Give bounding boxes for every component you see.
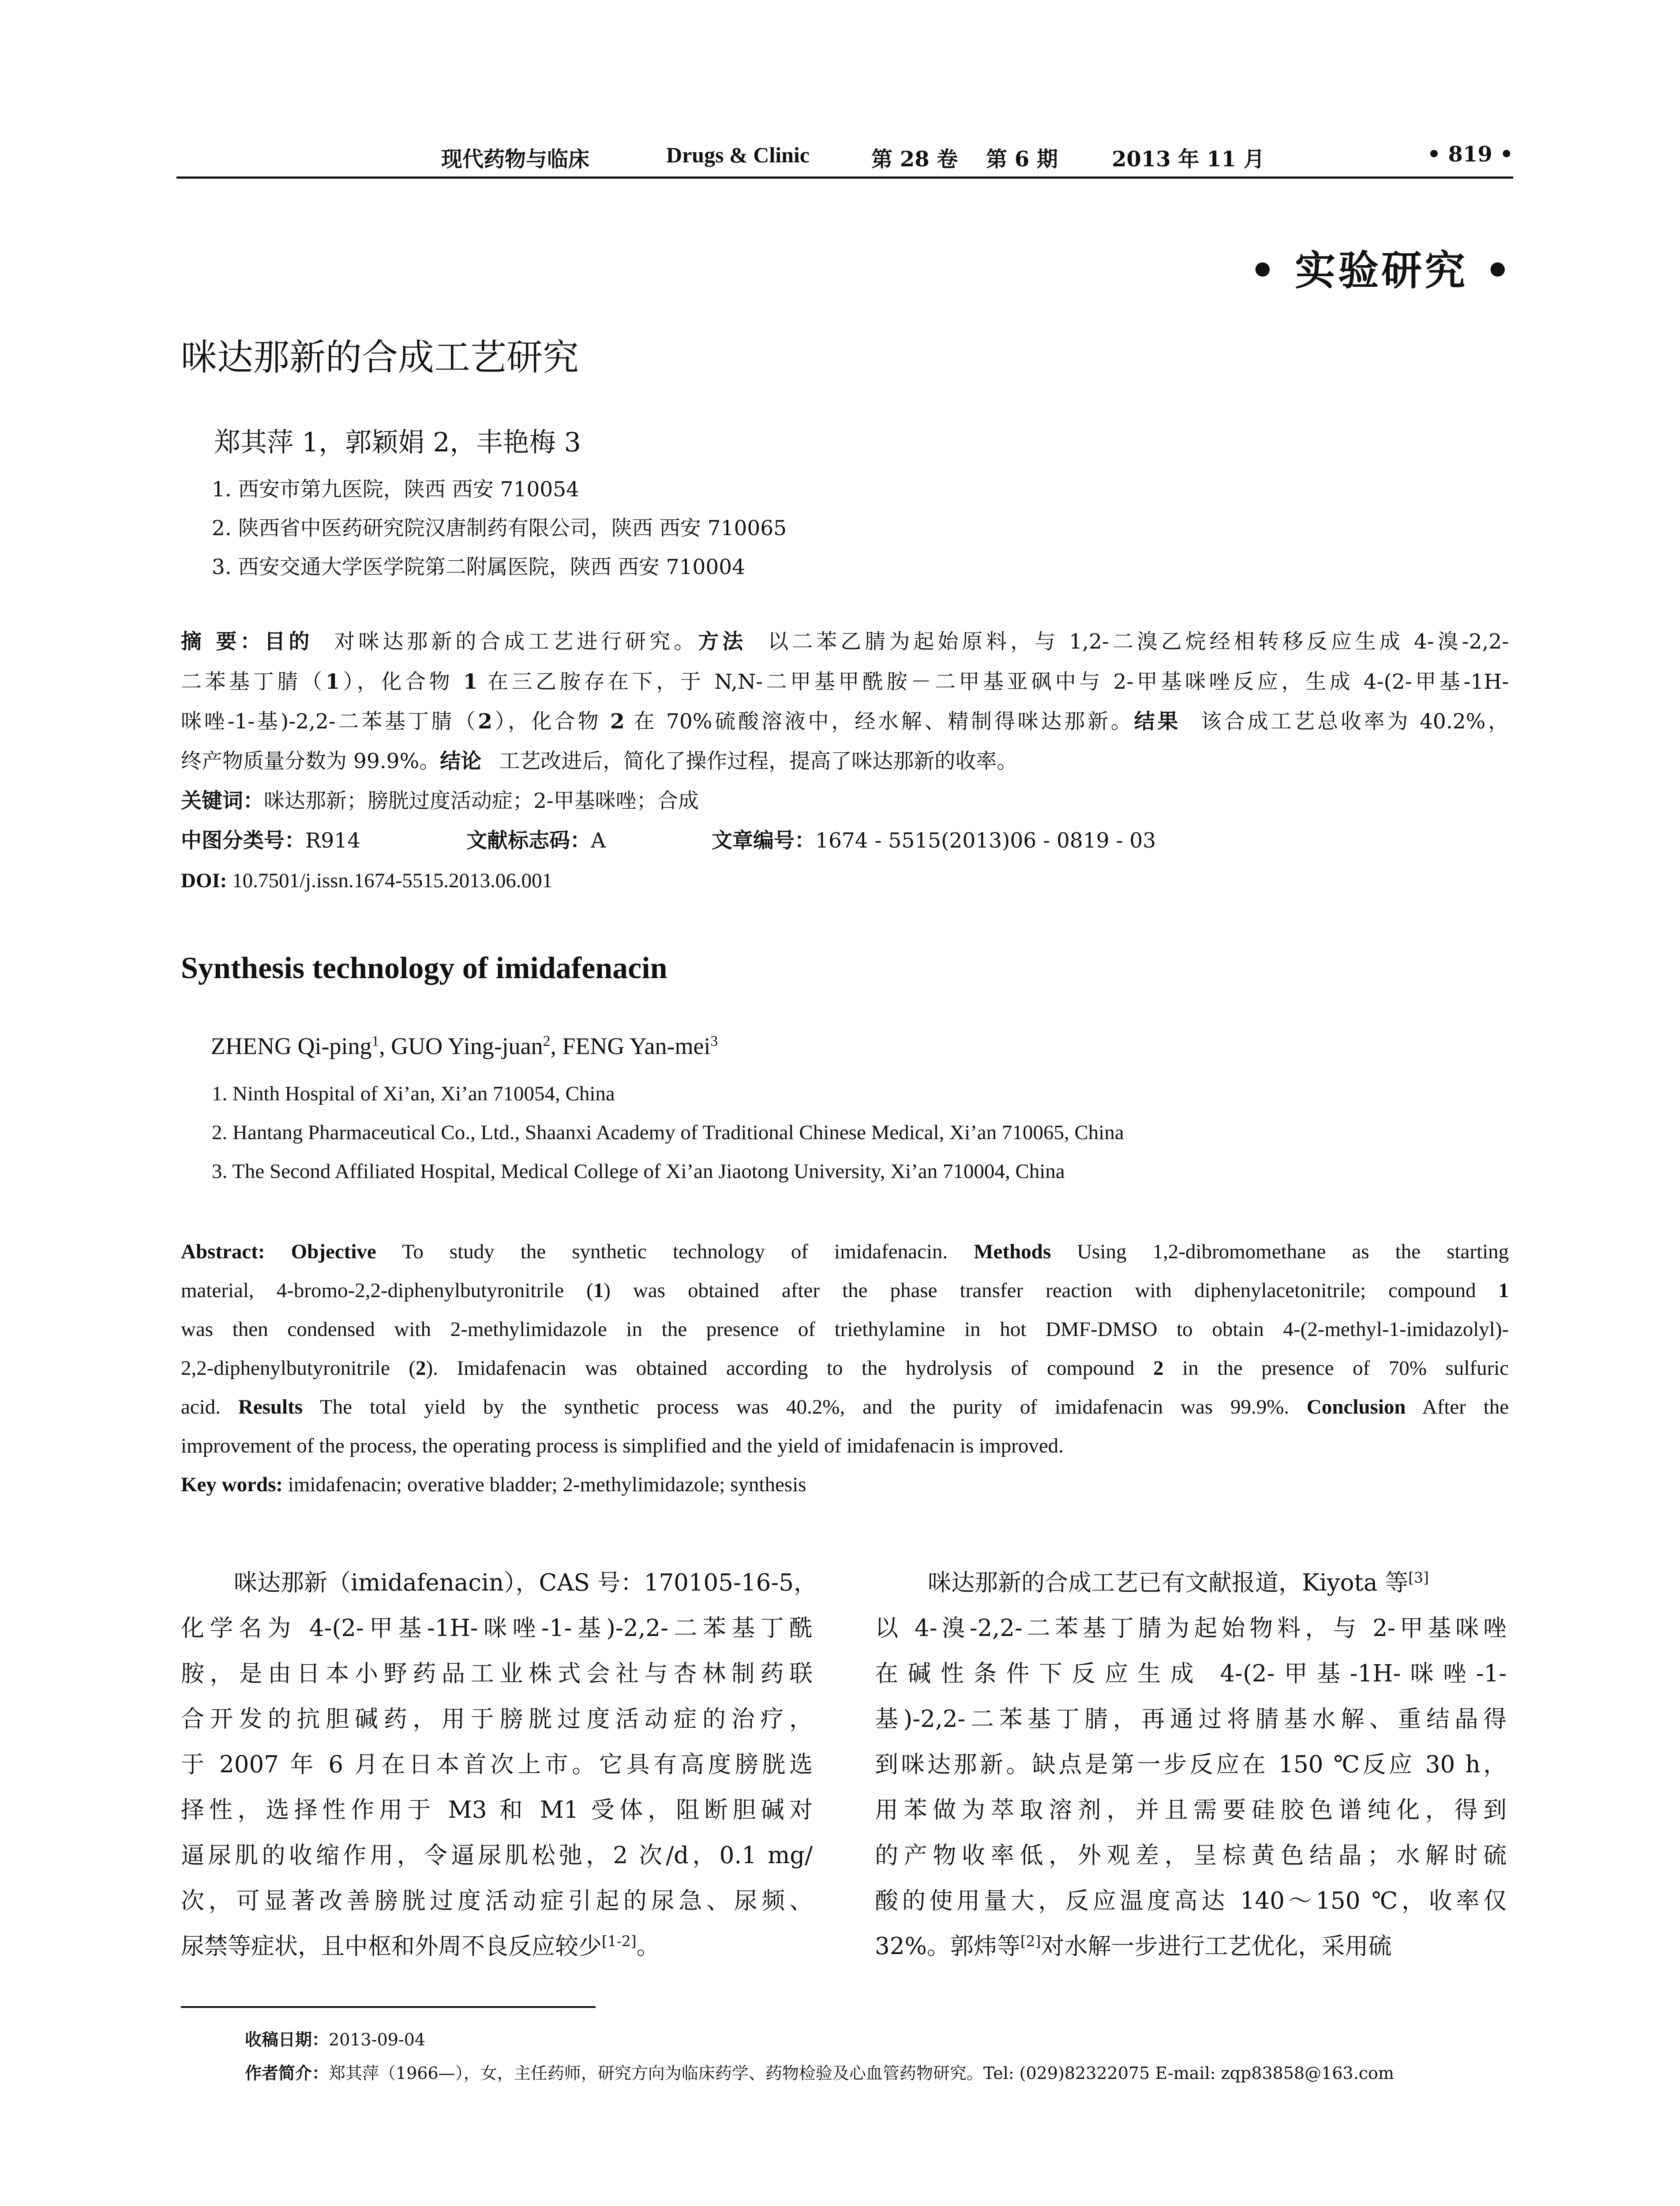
classification-line: 中图分类号：R914 文献标志码：A 文章编号：1674 - 5515(2013)06 - 0819 - 03 (181, 829, 1156, 853)
abstract-cn-line-4: 终产物质量分数为 99.9%。结论 工艺改进后，简化了操作过程，提高了咪达那新的收率。 (181, 749, 1018, 773)
abstract-en-line-4: 2,2-diphenylbutyronitrile (2). Imidafenacin was obtained according to the hydrolysis of compound 2 in the presence of 70% sulfuric (181, 1357, 1509, 1380)
keywords-cn-text: 咪达那新；膀胱过度活动症；2-甲基咪唑；合成 (264, 789, 699, 813)
citation-ref[interactable]: [3] (1408, 1568, 1429, 1586)
keywords-en-label: Key words: (181, 1473, 283, 1496)
abstract-cn-line-3: 咪唑-1-基)-2,2-二苯基丁腈（2），化合物 2 在 70%硫酸溶液中，经水解、精制得咪达那新。结果 该合成工艺总收率为 40.2%， (181, 709, 1509, 734)
body-right-line-3: 在碱性条件下反应生成 4-(2-甲基-1H-咪唑-1- (875, 1660, 1507, 1687)
keywords-en (181, 1473, 806, 1497)
authors-en: ZHENG Qi-ping$^1$, GUO Ying-juan$^2$, FENG Yan-mei$^3$ (211, 1033, 718, 1059)
issue: 第 6 期 (986, 147, 1058, 172)
affiliation-cn-2: 2. 陕西省中医药研究院汉唐制药有限公司，陕西 西安 710065 (212, 516, 787, 540)
body-right-line-9: 32%。郭炜等[2]对水解一步进行工艺优化，采用硫 (875, 1932, 1392, 1960)
page-number: • 819 • (1427, 142, 1513, 167)
affiliation-cn-3: 3. 西安交通大学医学院第二附属医院，陕西 西安 710004 (212, 555, 746, 579)
body-left-line-7: 逼尿肌的收缩作用，令逼尿肌松弛，2 次/d，0.1 mg/ (181, 1842, 813, 1869)
methods-label-cn: 方法 (698, 630, 747, 654)
keywords-cn (181, 788, 1509, 814)
authors-cn: 郑其萍 1，郭颖娟 2，丰艳梅 3 (214, 427, 581, 458)
body-left-line-2: 化学名为 4-(2-甲基-1H-咪唑-1-基)-2,2-二苯基丁酰 (181, 1615, 813, 1642)
results-label-en: Results (238, 1396, 303, 1418)
header-rule (176, 176, 1513, 179)
body-left-line-4: 合开发的抗胆碱药，用于膀胱过度活动症的治疗， (181, 1706, 813, 1733)
body-right-line-6: 用苯做为萃取溶剂，并且需要硅胶色谱纯化，得到 (875, 1797, 1507, 1823)
body-right-line-1: 咪达那新的合成工艺已有文献报道，Kiyota 等[3] (928, 1568, 1429, 1596)
abstract-en-line-6: improvement of the process, the operating process is simplified and the yield of imidafenacin is improved. (181, 1434, 1064, 1457)
abstract-cn-line-1: 摘 要：目的 对咪达那新的合成工艺进行研究。方法 以二苯乙腈为起始原料，与 1,2-二溴乙烷经相转移反应生成 4-溴-2,2- (181, 630, 1509, 654)
received-date: 2013-09-04 (329, 2030, 426, 2049)
affiliation-en-1: 1. Ninth Hospital of Xi’an, Xi’an 710054, China (212, 1082, 615, 1105)
objective-label: Objective (291, 1240, 376, 1263)
affiliation-en-2: 2. Hantang Pharmaceutical Co., Ltd., Shaanxi Academy of Traditional Chinese Medical, Xi’an 710065, China (212, 1121, 1124, 1144)
body-left-line-8: 次，可显著改善膀胱过度活动症引起的尿急、尿频、 (181, 1887, 813, 1914)
title-cn: 咪达那新的合成工艺研究 (181, 337, 579, 379)
abstract-en-line-3: was then condensed with 2-methylimidazole in the presence of triethylamine in hot DMF-DMSO to obtain 4-(2-methyl-1-imidazolyl)- (181, 1318, 1509, 1341)
body-right-line-5: 到咪达那新。缺点是第一步反应在 150 ℃反应 30 h， (875, 1751, 1507, 1778)
volume: 第 28 卷 (871, 147, 958, 172)
affiliation-en-3: 3. The Second Affiliated Hospital, Medical College of Xi’an Jiaotong University, Xi’an 710004, China (212, 1160, 1065, 1183)
section-tag: • 实验研究 • (1249, 247, 1513, 294)
citation-ref[interactable]: [1-2] (602, 1932, 637, 1950)
abstract-en-line-5: acid. Results The total yield by the synthetic process was 40.2%, and the purity of imidafenacin was 99.9%. Conclusion After the (181, 1396, 1509, 1418)
body-left-line-5: 于 2007 年 6 月在日本首次上市。它具有高度膀胱选 (181, 1751, 813, 1778)
abstract-en-label: Abstract: (181, 1240, 265, 1263)
running-header (176, 142, 1513, 173)
body-right-line-8: 酸的使用量大，反应温度高达 140～150 ℃，收率仅 (875, 1887, 1507, 1914)
doi-value[interactable]: 10.7501/j.issn.1674-5515.2013.06.001 (232, 869, 553, 892)
conclusion-label-en: Conclusion (1306, 1396, 1406, 1418)
abstract-en-line-1: Abstract: Objective To study the synthetic technology of imidafenacin. Methods Using 1,2-dibromomethane as the starting (181, 1240, 1509, 1263)
results-label-cn: 结果 (1134, 709, 1181, 734)
keywords-cn-label: 关键词： (181, 789, 264, 813)
footnote-rule (181, 2006, 596, 2008)
article-number: 1674 - 5515(2013)06 - 0819 - 03 (815, 829, 1156, 853)
doi-label: DOI: (181, 869, 227, 892)
conclusion-label-cn: 结论 (440, 749, 482, 773)
footnote-received: 收稿日期：2013-09-04 (245, 2030, 426, 2049)
abstract-cn-line-2: 二苯基丁腈（1），化合物 1 在三乙胺存在下，于 N,N-二甲基甲酰胺－二甲基亚砜中与 2-甲基咪唑反应，生成 4-(2-甲基-1H- (181, 670, 1509, 694)
body-left-line-3: 胺，是由日本小野药品工业株式会社与杏林制药联 (181, 1660, 813, 1687)
footnote-author: 作者简介：郑其萍（1966—），女，主任药师，研究方向为临床药学、药物检验及心血管药物研究。Tel: (029)82322075 E-mail: zqp83858@163.com (245, 2063, 1394, 2083)
journal-name-en: Drugs & Clinic (666, 143, 810, 167)
journal-name-cn: 现代药物与临床 (441, 147, 590, 172)
body-right-line-7: 的产物收率低，外观差，呈棕黄色结晶；水解时硫 (875, 1842, 1507, 1869)
clc-number: R914 (305, 829, 361, 853)
abstract-en-line-2: material, 4-bromo-2,2-diphenylbutyronitrile (1) was obtained after the phase transfer reaction with diphenylacetonitrile; compound 1 (181, 1279, 1509, 1302)
citation-ref[interactable]: [2] (1020, 1932, 1041, 1950)
body-right-line-4: 基)-2,2-二苯基丁腈，再通过将腈基水解、重结晶得 (875, 1706, 1507, 1733)
keywords-en-text: imidafenacin; overative bladder; 2-methylimidazole; synthesis (288, 1473, 806, 1496)
issue-date: 2013 年 11 月 (1112, 147, 1265, 172)
body-left-line-6: 择性，选择性作用于 M3 和 M1 受体，阻断胆碱对 (181, 1797, 813, 1823)
doi-line (181, 867, 1509, 894)
methods-label-en: Methods (974, 1240, 1051, 1263)
body-left-line-1: 咪达那新（imidafenacin），CAS 号：170105-16-5， (234, 1569, 817, 1596)
affiliation-cn-1: 1. 西安市第九医院，陕西 西安 710054 (212, 477, 580, 502)
abstract-cn-label: 摘 要：目的 (181, 630, 313, 654)
body-left-line-9: 尿禁等症状，且中枢和外周不良反应较少[1-2]。 (181, 1932, 660, 1960)
author-bio: 郑其萍（1966—），女，主任药师，研究方向为临床药学、药物检验及心血管药物研究。Tel: (029)82322075 E-mail: zqp83858@163.com (329, 2063, 1394, 2083)
title-en: Synthesis technology of imidafenacin (181, 951, 668, 985)
document-code: A (591, 829, 606, 853)
body-right-line-2: 以 4-溴-2,2-二苯基丁腈为起始物料，与 2-甲基咪唑 (875, 1615, 1507, 1642)
